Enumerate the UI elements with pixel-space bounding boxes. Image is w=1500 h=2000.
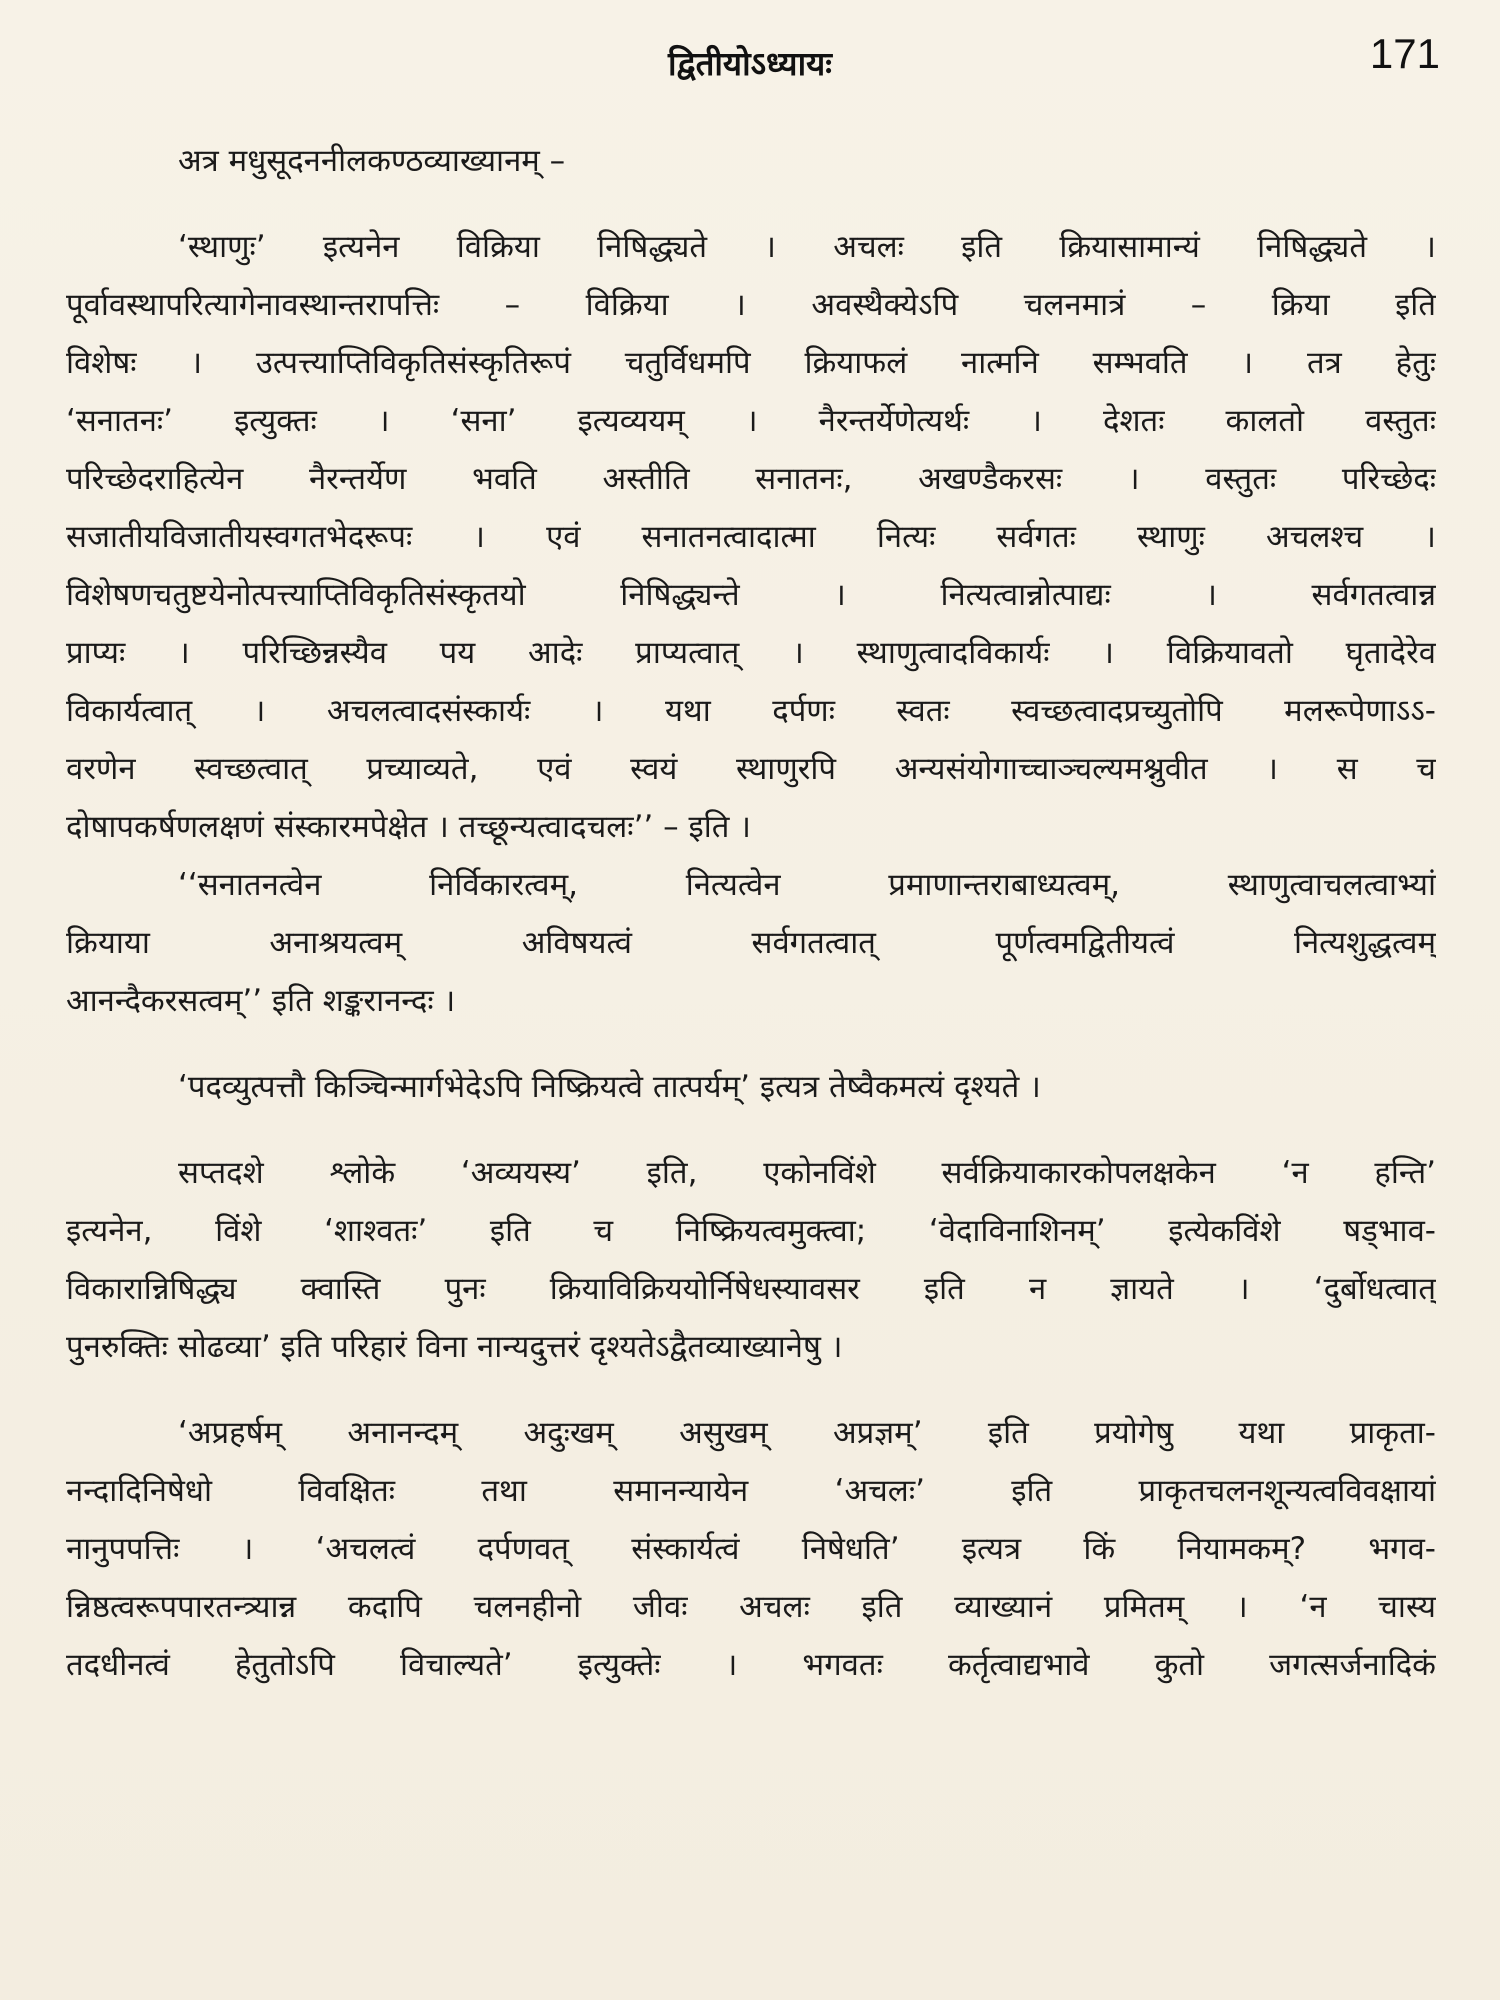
text-line: अत्र मधुसूदननीलकण्ठव्याख्यानम् – <box>178 143 566 179</box>
page-body <box>66 132 1436 1694</box>
running-header-title: द्वितीयोऽध्यायः <box>668 44 832 83</box>
text-line: क्रियाया अनाश्रयत्वम् अविषयत्वं सर्वगतत्वात् पूर्णत्वमद्वितीयत्वं नित्यशुद्धत्वम् <box>66 925 1436 961</box>
text-line: पूर्वावस्थापरित्यागेनावस्थान्तरापत्तिः – विक्रिया । अवस्थैक्येऽपि चलनमात्रं – क्रिया इति <box>66 287 1436 323</box>
text-line: दोषापकर्षणलक्षणं संस्कारमपेक्षेत । तच्छून्यत्वादचलः’’ – इति । <box>66 809 752 845</box>
text-line: विशेषणचतुष्टयेनोत्पत्त्याप्तिविकृतिसंस्कृतयो निषिद्ध्यन्ते । नित्यत्वान्नोत्पाद्यः । सर्वगतत्वान्न <box>66 577 1436 613</box>
text-line: वरणेन स्वच्छत्वात् प्रच्याव्यते, एवं स्वयं स्थाणुरपि अन्यसंयोगाच्चाञ्चल्यमश्नुवीत । स च <box>66 751 1436 787</box>
text-line: आनन्दैकरसत्वम्’’ इति शङ्करानन्दः । <box>66 983 456 1019</box>
text-line: विकार्यत्वात् । अचलत्वादसंस्कार्यः । यथा दर्पणः स्वतः स्वच्छत्वादप्रच्युतोपि मलरूपेणाऽऽ- <box>66 693 1436 729</box>
paragraph-intro <box>66 132 1436 190</box>
text-line: तदधीनत्वं हेतुतोऽपि विचाल्यते’ इत्युक्तेः । भगवतः कर्तृत्वाद्यभावे कुतो जगत्सर्जनादिकं <box>66 1647 1436 1683</box>
text-line: ‘सनातनः’ इत्युक्तः । ‘सना’ इत्यव्ययम् । नैरन्तर्येणेत्यर्थः । देशतः कालतो वस्तुतः <box>66 403 1436 439</box>
paragraph-padavyutpatti <box>66 1058 1436 1116</box>
paragraph-aprahasham <box>66 1404 1436 1694</box>
text-line: ‘स्थाणुः’ इत्यनेन विक्रिया निषिद्ध्यते । अचलः इति क्रियासामान्यं निषिद्ध्यते । <box>178 229 1436 265</box>
text-line: न्निष्ठत्वरूपपारतन्त्र्यान्न कदापि चलनहीनो जीवः अचलः इति व्याख्यानं प्रमितम् । ‘न चास्य <box>66 1589 1436 1625</box>
text-line: सजातीयविजातीयस्वगतभेदरूपः । एवं सनातनत्वादात्मा नित्यः सर्वगतः स्थाणुः अचलश्च । <box>66 519 1436 555</box>
text-line: परिच्छेदराहित्येन नैरन्तर्येण भवति अस्तीति सनातनः, अखण्डैकरसः । वस्तुतः परिच्छेदः <box>66 461 1436 497</box>
paragraph-madhusudana <box>66 218 1436 856</box>
text-line: विकारान्निषिद्ध्य क्वास्ति पुनः क्रियाविक्रिययोर्निषेधस्यावसर इति न ज्ञायते । ‘दुर्बोधत्वात् <box>66 1271 1436 1307</box>
text-line: इत्यनेन, विंशे ‘शाश्वतः’ इति च निष्क्रियत्वमुक्त्वा; ‘वेदाविनाशिनम्’ इत्येकविंशे षड्भाव- <box>66 1213 1436 1249</box>
text-line: ‘पदव्युत्पत्तौ किञ्चिन्मार्गभेदेऽपि निष्क्रियत्वे तात्पर्यम्’ इत्यत्र तेष्वैकमत्यं दृश्यते । <box>178 1069 1041 1105</box>
text-line: विशेषः । उत्पत्त्याप्तिविकृतिसंस्कृतिरूपं चतुर्विधमपि क्रियाफलं नात्मनि सम्भवति । तत्र हेतुः <box>66 345 1436 381</box>
text-line: ‘‘सनातनत्वेन निर्विकारत्वम्, नित्यत्वेन प्रमाणान्तराबाध्यत्वम्, स्थाणुत्वाचलत्वाभ्यां <box>178 867 1436 903</box>
paragraph-saptadashe <box>66 1144 1436 1376</box>
text-line: सप्तदशे श्लोके ‘अव्ययस्य’ इति, एकोनविंशे सर्वक्रियाकारकोपलक्षकेन ‘न हन्ति’ <box>178 1155 1436 1191</box>
text-line: प्राप्यः । परिच्छिन्नस्यैव पय आदेः प्राप्यत्वात् । स्थाणुत्वादविकार्यः । विक्रियावतो घृतादेरेव <box>66 635 1436 671</box>
text-line: ‘अप्रहर्षम् अनानन्दम् अदुःखम् असुखम् अप्रज्ञम्’ इति प्रयोगेषु यथा प्राकृता- <box>178 1415 1436 1451</box>
text-line: नन्दादिनिषेधो विवक्षितः तथा समानन्यायेन ‘अचलः’ इति प्राकृतचलनशून्यत्वविवक्षायां <box>66 1473 1436 1509</box>
text-line: नानुपपत्तिः । ‘अचलत्वं दर्पणवत् संस्कार्यत्वं निषेधति’ इत्यत्र किं नियामकम्? भगव- <box>66 1531 1436 1567</box>
page-number: 171 <box>1369 30 1440 77</box>
text-line: पुनरुक्तिः सोढव्या’ इति परिहारं विना नान्यदुत्तरं दृश्यतेऽद्वैतव्याख्यानेषु । <box>66 1329 843 1365</box>
paragraph-shankarananda <box>66 856 1436 1030</box>
